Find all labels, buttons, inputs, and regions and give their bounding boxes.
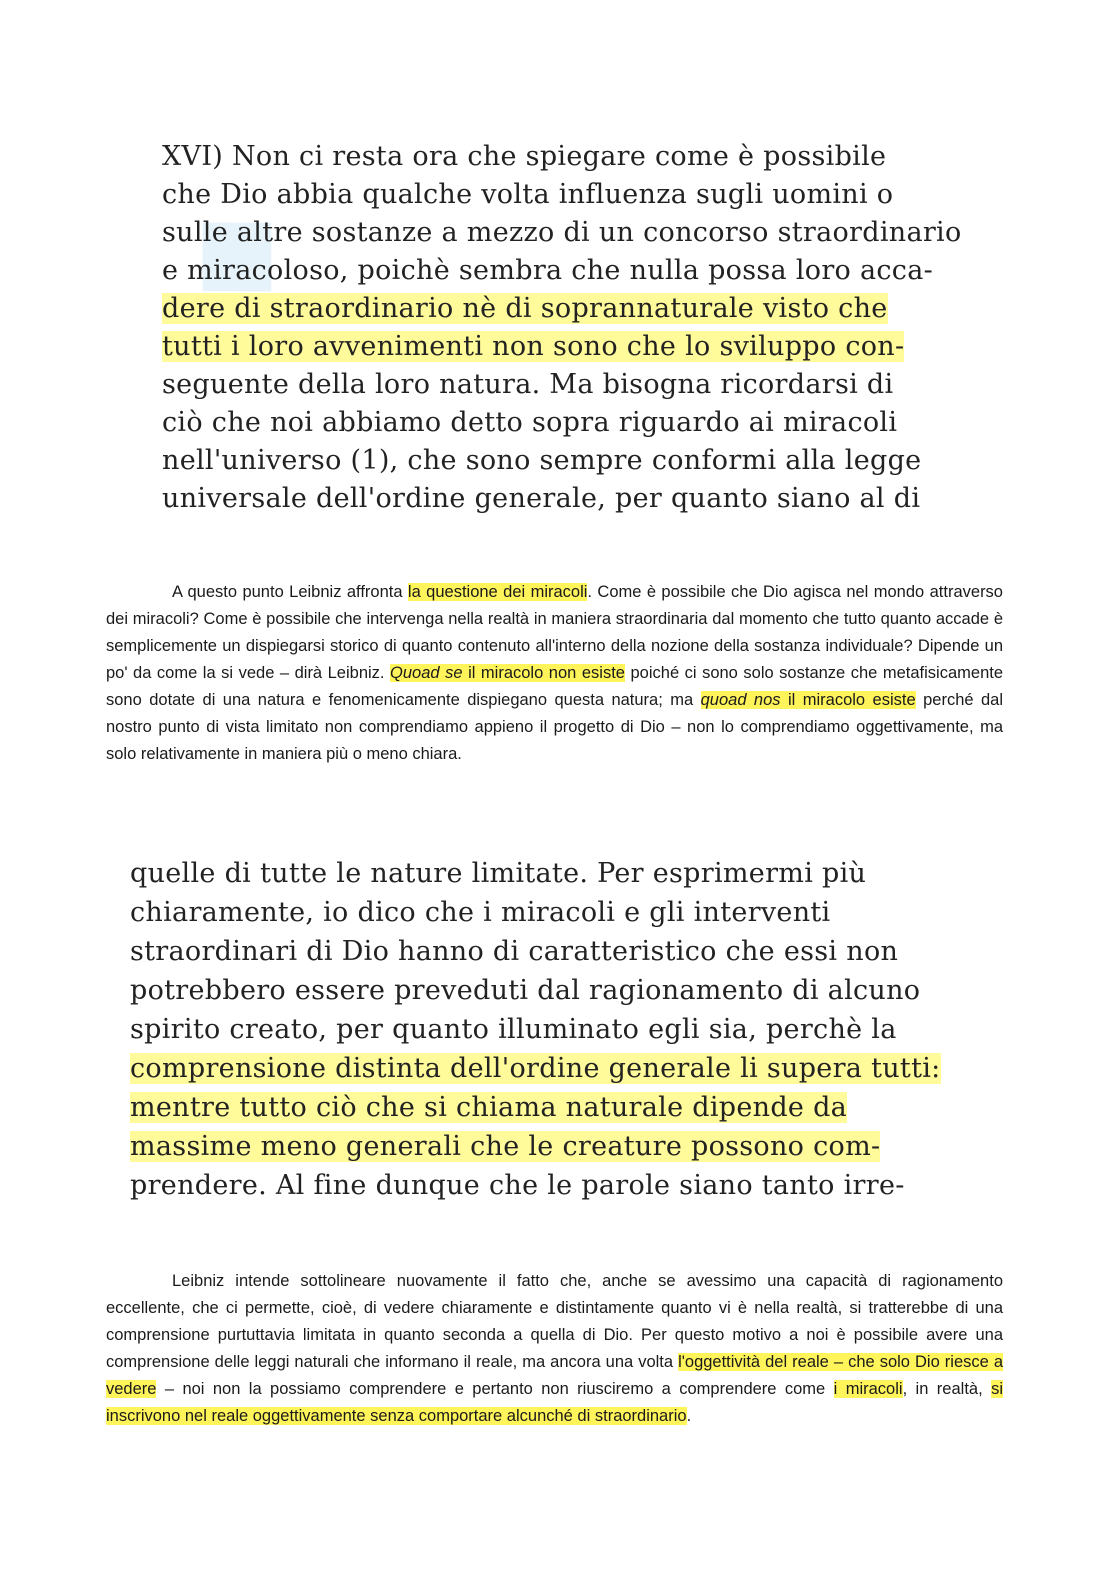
highlight-inscribe-reality: si inscrivono nel reale oggettivamente senza comportare alcunché di straordinario — [106, 1380, 1003, 1425]
scan2-line-9: prendere. Al fine dunque che le parole siano tanto irre- — [130, 1170, 905, 1201]
scan1-line-9: nell'universo (1), che sono sempre conformi alla legge — [162, 445, 922, 476]
scan1-line-2: che Dio abbia qualche volta influenza sugli uomini o — [162, 179, 894, 210]
highlight-quoad-nos: quoad nos il miracolo esiste — [700, 691, 916, 709]
scan2-line-8: massime meno generali che le creature possono com- — [130, 1131, 881, 1162]
highlight-miracles: i miracoli — [833, 1380, 903, 1398]
watermark-logo: ◆ — [149, 169, 310, 330]
commentary-paragraph-1: A questo punto Leibniz affronta la questione dei miracoli. Come è possibile che Dio agisca nel mondo attraverso dei miracoli? Come è possibile che intervenga nella realtà in maniera straordinaria dal momento che tutto quanto accade è semplicemente un dispiegarsi storico di quanto contenuto all'interno della nozione della sostanza individuale? Dipende un po' da come la si vede – dirà Leibniz. Quoad se il miracolo non esiste poiché ci sono solo sostanze che metafisicamente sono dotate di una natura e fenomenicamente dispiegano questa natura; ma quoad nos il miracolo esiste perché dal nostro punto di vista limitato non comprendiamo appieno il progetto di Dio – non lo comprendiamo oggettivamente, ma solo relativamente in maniera più o meno chiara. — [106, 583, 1004, 763]
scan1-line-5: dere di straordinario nè di soprannaturale visto che — [162, 293, 888, 324]
scan2-line-1: quelle di tutte le nature limitate. Per esprimermi più — [130, 858, 867, 889]
scan2-line-2: chiaramente, io dico che i miracoli e gli interventi — [130, 897, 831, 928]
scan1-line-6: tutti i loro avvenimenti non sono che lo sviluppo con- — [162, 331, 905, 362]
scan1-line-1: XVI) Non ci resta ora che spiegare come è possibile — [162, 141, 887, 172]
scan2-line-7: mentre tutto ciò che si chiama naturale dipende da — [130, 1092, 848, 1123]
scan1-line-3: sulle altre sostanze a mezzo di un concorso straordinario — [162, 217, 962, 248]
commentary-paragraph-2: Leibniz intende sottolineare nuovamente il fatto che, anche se avessimo una capacità di ragionamento eccellente, che ci permette, cioè, di vedere chiaramente e distintamente quanto vi è nella realtà, si tratterebbe di una comprensione purtuttavia limitata in quanto seconda a quella di Dio. Per questo motivo a noi è possibile avere una comprensione delle leggi naturali che informano il reale, ma ancora una volta l'oggettività del reale – che solo Dio riesce a vedere – noi non la possiamo comprendere e pertanto non riusciremo a comprendere come i miracoli, in realtà, si inscrivono nel reale oggettivamente senza comportare alcunché di straordinario. — [106, 1272, 1003, 1425]
scan2-line-6: comprensione distinta dell'ordine generale li supera tutti: — [130, 1053, 941, 1084]
highlight-question-miracles: la questione dei miracoli — [407, 583, 588, 601]
highlight-objectivity: l'oggettività del reale – che solo Dio riesce a vedere — [106, 1353, 1003, 1398]
scan2-line-4: potrebbero essere preveduti dal ragionamento di alcuno — [130, 975, 921, 1006]
scan1-line-4: e miracoloso, poichè sembra che nulla possa loro acca- — [162, 255, 934, 286]
scan1-line-10: universale dell'ordine generale, per quanto siano al di — [162, 483, 921, 514]
highlight-quoad-se: Quoad se il miracolo non esiste — [390, 664, 625, 682]
scan1-line-8: ciò che noi abbiamo detto sopra riguardo ai miracoli — [162, 407, 898, 438]
scan2-line-3: straordinari di Dio hanno di caratteristico che essi non — [130, 936, 899, 967]
scan1-line-7: seguente della loro natura. Ma bisogna ricordarsi di — [162, 369, 894, 400]
scan2-line-5: spirito creato, per quanto illuminato egli sia, perchè la — [130, 1014, 897, 1045]
